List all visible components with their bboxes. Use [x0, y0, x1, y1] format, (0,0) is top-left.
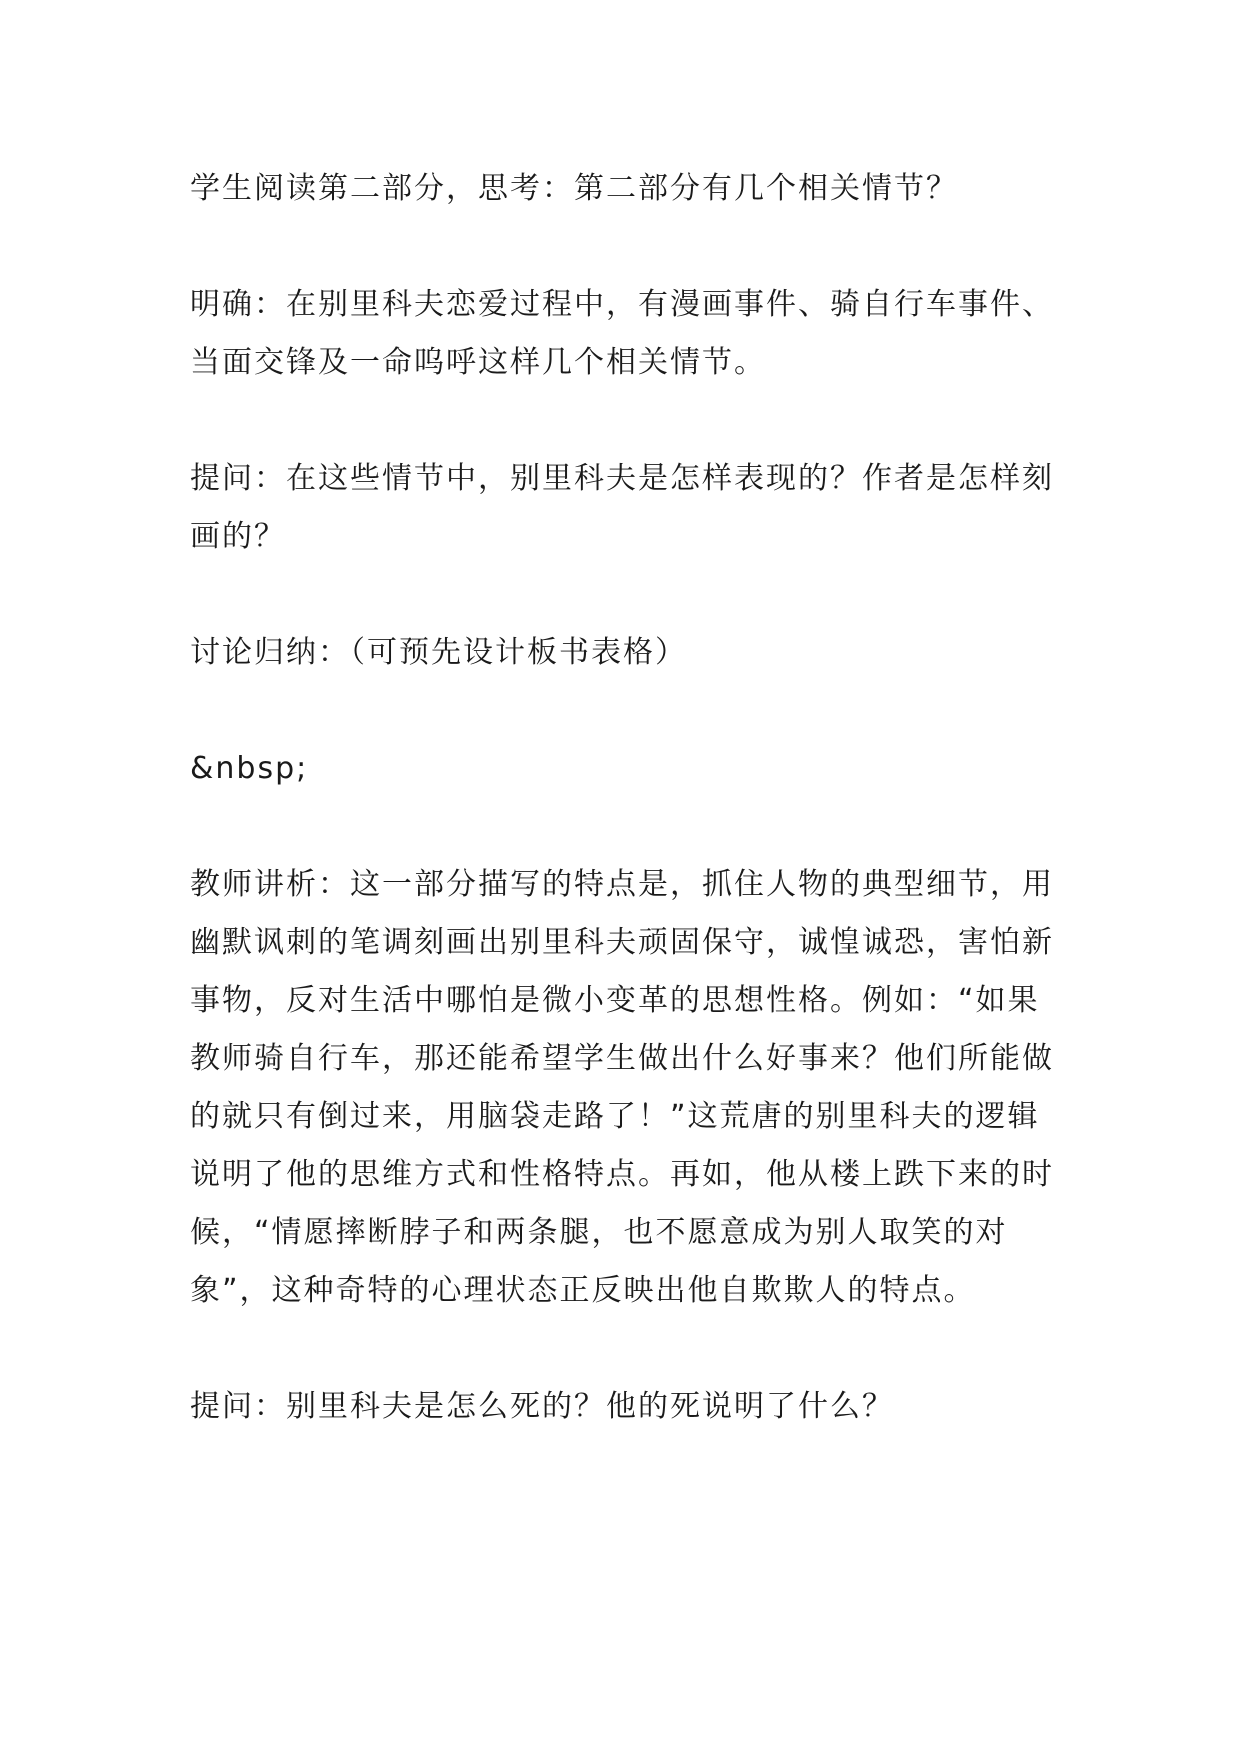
document-body: [190, 160, 1070, 1436]
paragraph-question-death: 提问：别里科夫是怎么死的？他的死说明了什么？: [190, 1389, 894, 1424]
paragraph-spacer: [190, 1320, 1070, 1378]
paragraph-teacher-analysis: 教师讲析：这一部分描写的特点是，抓住人物的典型细节，用幽默讽刺的笔调刻画出别里科夫顽固保守，诚惶诚恐，害怕新事物，反对生活中哪怕是微小变革的思想性格。例如：“如果教师骑自行车，那还能希望学生做出什么好事来？他们所能做的就只有倒过来，用脑袋走路了！”这荒唐的别里科夫的逻辑说明了他的思维方式和性格特点。再如，他从楼上跌下来的时候，“情愿摔断脖子和两条腿，也不愿意成为别人取笑的对象”，这种奇特的心理状态正反映出他自欺欺人的特点。: [190, 867, 1054, 1308]
paragraph-spacer: [190, 566, 1070, 624]
paragraph-question-portrayal: 提问：在这些情节中，别里科夫是怎样表现的？作者是怎样刻画的？: [190, 461, 1054, 554]
paragraph-spacer: [190, 682, 1070, 740]
paragraph-spacer: [190, 218, 1070, 276]
paragraph-spacer: [190, 392, 1070, 450]
paragraph-reading-prompt: 学生阅读第二部分，思考：第二部分有几个相关情节？: [190, 171, 958, 206]
paragraph-discussion-summary: 讨论归纳：（可预先设计板书表格）: [190, 635, 687, 670]
paragraph-clarification: 明确：在别里科夫恋爱过程中，有漫画事件、骑自行车事件、当面交锋及一命呜呼这样几个相关情节。: [190, 287, 1054, 380]
paragraph-nbsp-literal: &nbsp;: [190, 751, 309, 786]
paragraph-spacer: [190, 798, 1070, 856]
